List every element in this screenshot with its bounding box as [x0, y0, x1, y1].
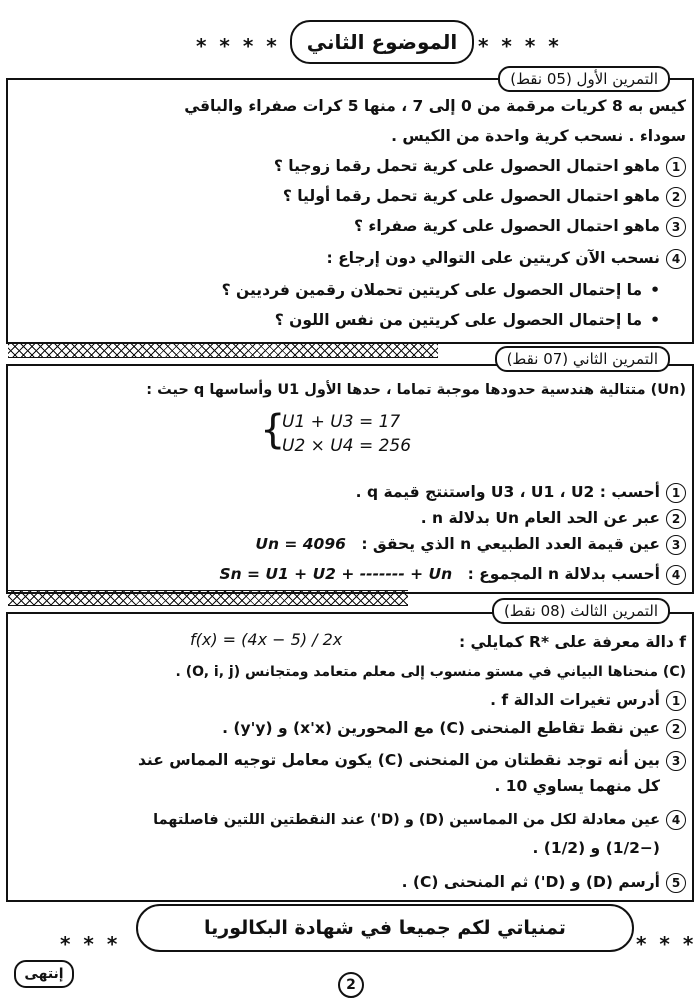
number-badge: 4 — [666, 565, 686, 585]
end-label: إنتهى — [14, 960, 74, 988]
number-badge: 1 — [666, 691, 686, 711]
exercise2-title: التمرين الثاني (07 نقط) — [495, 346, 670, 372]
number-badge: 2 — [666, 509, 686, 529]
exercise1-intro-2: سوداء . نسحب كرية واحدة من الكيس . — [391, 127, 686, 145]
system-eq2: U2 × U4 = 256 — [282, 436, 412, 456]
exercise2-q3: 3عين قيمة العدد الطبيعي n الذي يحقق : Un = 4096 — [14, 532, 686, 556]
exercise3-intro: f دالة معرفة على *R كمايلي : — [458, 633, 686, 651]
exercise3-q2: 2عين نقط تقاطع المنحنى (C) مع المحورين (x'x) و (y'y) . — [14, 716, 686, 740]
exercise2-intro: (Un) متتالية هندسية حدودها موجبة تماما ، حدها الأول U1 وأساسها q حيث : — [146, 382, 686, 398]
page-number: 2 — [338, 972, 364, 998]
exercise3-q1: 1أدرس تغيرات الدالة f . — [14, 688, 686, 712]
exercise1-q3: 3ماهو احتمال الحصول على كرية صفراء ؟ — [14, 214, 686, 238]
footer-stars-left: * * * — [60, 932, 121, 956]
exercise2-q2: 2عبر عن الحد العام Un بدلالة n . — [14, 506, 686, 530]
exercise3-intro2: (C) منحناها البياني في مستو منسوب إلى معلم متعامد ومتجانس (O, i, j) . — [175, 664, 686, 680]
number-badge: 4 — [666, 810, 686, 830]
closing-wish: تمنياتي لكم جميعا في شهادة البكالوريا — [136, 904, 634, 952]
exercise2-q4-math: Sn = U1 + U2 + ------- + Un — [219, 565, 453, 583]
exercise3-q4a: 4عين معادلة لكل من المماسين (D) و (D') عند النقطتين اللتين فاصلتهما — [14, 808, 686, 832]
system-eq1: U1 + U3 = 17 — [282, 412, 401, 432]
footer-stars-right: * * * — [636, 932, 697, 956]
exercise3-q3b: كل منهما يساوي 10 . — [494, 777, 660, 795]
exercise1-q4: 4نسحب الآن كريتين على التوالي دون إرجاع : — [14, 246, 686, 270]
number-badge: 4 — [666, 249, 686, 269]
exercise3-q3a: 3بين أنه توجد نقطتان من المنحنى (C) يكون معامل توجيه المماس عند — [14, 748, 686, 772]
exercise1-q2: 2ماهو احتمال الحصول على كرية تحمل رقما أوليا ؟ — [14, 184, 686, 208]
function-definition: f(x) = (4x − 5) / 2x — [190, 630, 343, 649]
exercise3-q5: 5أرسم (D) و (D') ثم المنحنى (C) . — [14, 870, 686, 894]
header-stars-right: * * * * — [478, 34, 562, 58]
exercise1-title: التمرين الأول (05 نقط) — [498, 66, 670, 92]
number-badge: 2 — [666, 719, 686, 739]
number-badge: 5 — [666, 873, 686, 893]
number-badge: 3 — [666, 751, 686, 771]
exercise2-q3-math: Un = 4096 — [255, 535, 346, 553]
exercise1-intro-1: كيس به 8 كريات مرقمة من 0 إلى 7 ، منها 5 كرات صفراء والباقي — [184, 97, 686, 115]
page-title: الموضوع الثاني — [290, 20, 474, 64]
exercise2-q1: 1أحسب : U3 ، U1 ، U2 واستنتج قيمة q . — [14, 480, 686, 504]
exercise1-q4a: • ما إحتمال الحصول على كريتين تحملان رقمين فرديين ؟ — [14, 278, 660, 302]
exercise3-q4b: (−1/2) و (1/2) . — [532, 839, 660, 857]
number-badge: 1 — [666, 483, 686, 503]
exercise2-q4: 4أحسب بدلالة n المجموع : Sn = U1 + U2 + ------- + Un — [14, 562, 686, 586]
hatch-divider — [8, 342, 438, 358]
header-stars-left: * * * * — [196, 34, 280, 58]
system-brace: { — [260, 407, 286, 453]
exercise1-q4b: • ما إحتمال الحصول على كريتين من نفس اللون ؟ — [14, 308, 660, 332]
number-badge: 2 — [666, 187, 686, 207]
number-badge: 3 — [666, 217, 686, 237]
number-badge: 3 — [666, 535, 686, 555]
exercise3-title: التمرين الثالث (08 نقط) — [492, 598, 670, 624]
number-badge: 1 — [666, 157, 686, 177]
exercise1-q1: 1ماهو احتمال الحصول على كرية تحمل رقما زوجيا ؟ — [14, 154, 686, 178]
hatch-divider — [8, 590, 408, 606]
